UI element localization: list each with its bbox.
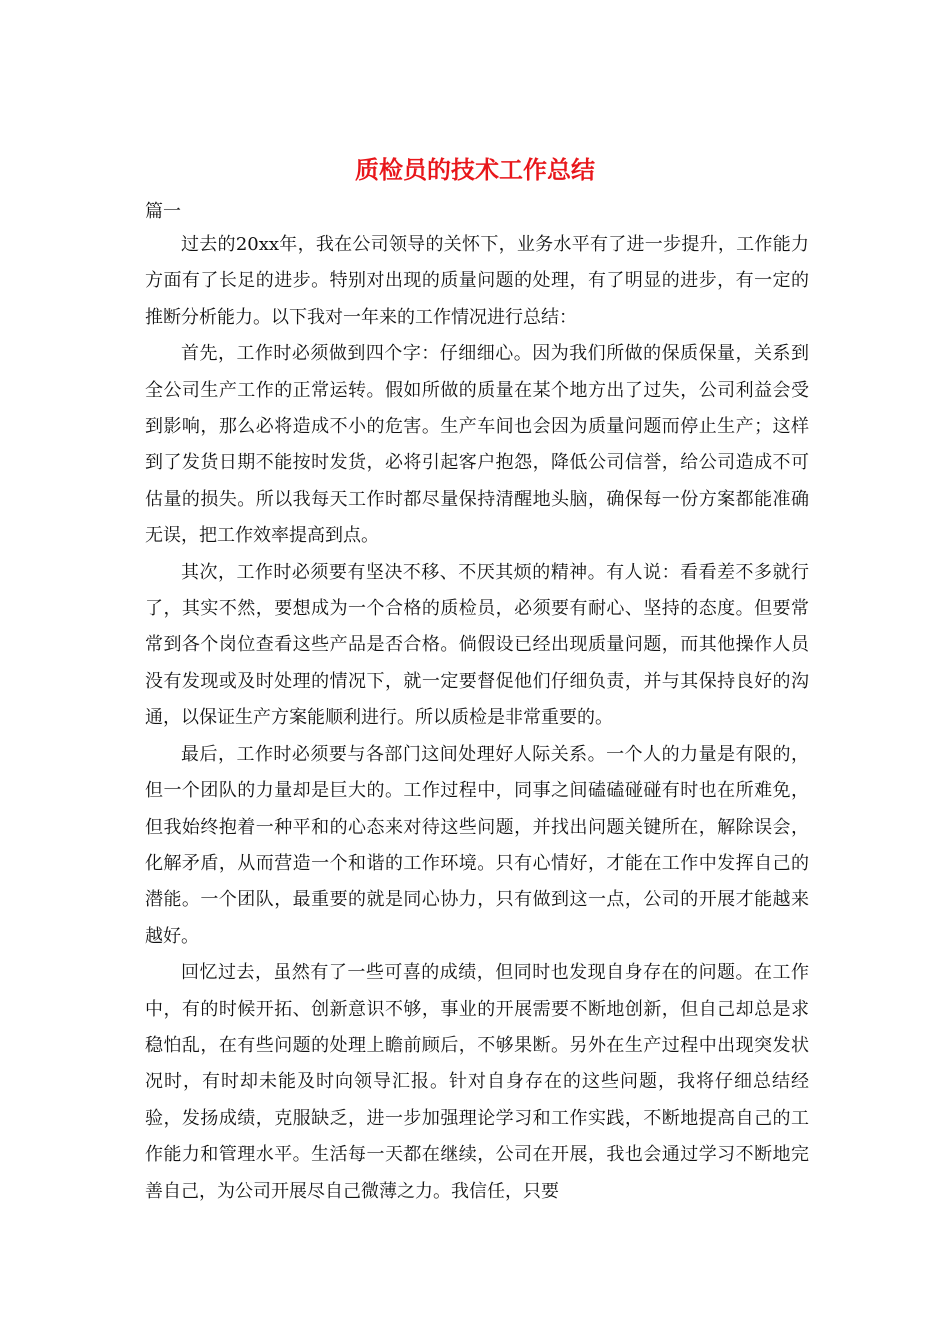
section-label: 篇一 xyxy=(145,201,181,222)
paragraph-first-point: 首先，工作时必须做到四个字：仔细细心。因为我们所做的保质保量，关系到全公司生产工作的正常运转。假如所做的质量在某个地方出了过失，公司利益会受到影响，那么必将造成不小的危害。生产车间也会因为质量问题而停止生产；这样到了发货日期不能按时发货，必将引起客户抱怨，降低公司信誉，给公司造成不可估量的损失。所以我每天工作时都尽量保持清醒地头脑，确保每一份方案都能准确无误，把工作效率提高到点。 xyxy=(145,343,809,547)
paragraph-second-point: 其次，工作时必须要有坚决不移、不厌其烦的精神。有人说：看看差不多就行了，其实不然，要想成为一个合格的质检员，必须要有耐心、坚持的态度。但要常常到各个岗位查看这些产品是否合格。倘假设已经出现质量问题，而其他操作人员没有发现或及时处理的情况下，就一定要督促他们仔细负责，并与其保持良好的沟通，以保证生产方案能顺利进行。所以质检是非常重要的。 xyxy=(145,561,809,729)
document-title: 质检员的技术工作总结 xyxy=(355,155,595,184)
paragraph-third-point: 最后，工作时必须要与各部门这间处理好人际关系。一个人的力量是有限的，但一个团队的力量却是巨大的。工作过程中，同事之间磕磕碰碰有时也在所难免，但我始终抱着一种平和的心态来对待这些问题，并找出问题关键所在，解除误会，化解矛盾，从而营造一个和谐的工作环境。只有心情好，才能在工作中发挥自己的潜能。一个团队，最重要的就是同心协力，只有做到这一点，公司的开展才能越来越好。 xyxy=(145,743,809,947)
document-body xyxy=(145,227,809,1210)
paragraph-review: 回忆过去，虽然有了一些可喜的成绩，但同时也发现自身存在的问题。在工作中，有的时候开拓、创新意识不够，事业的开展需要不断地创新，但自己却总是求稳怕乱，在有些问题的处理上瞻前顾后，不够果断。另外在生产过程中出现突发状况时，有时却未能及时向领导汇报。针对自身存在的这些问题，我将仔细总结经验，发扬成绩，克服缺乏，进一步加强理论学习和工作实践，不断地提高自己的工作能力和管理水平。生活每一天都在继续，公司在开展，我也会通过学习不断地完善自己，为公司开展尽自己微薄之力。我信任，只要 xyxy=(145,962,809,1202)
paragraph-intro: 过去的20xx年，我在公司领导的关怀下，业务水平有了进一步提升，工作能力方面有了长足的进步。特别对出现的质量问题的处理，有了明显的进步，有一定的推断分析能力。以下我对一年来的工作情况进行总结： xyxy=(145,234,809,328)
